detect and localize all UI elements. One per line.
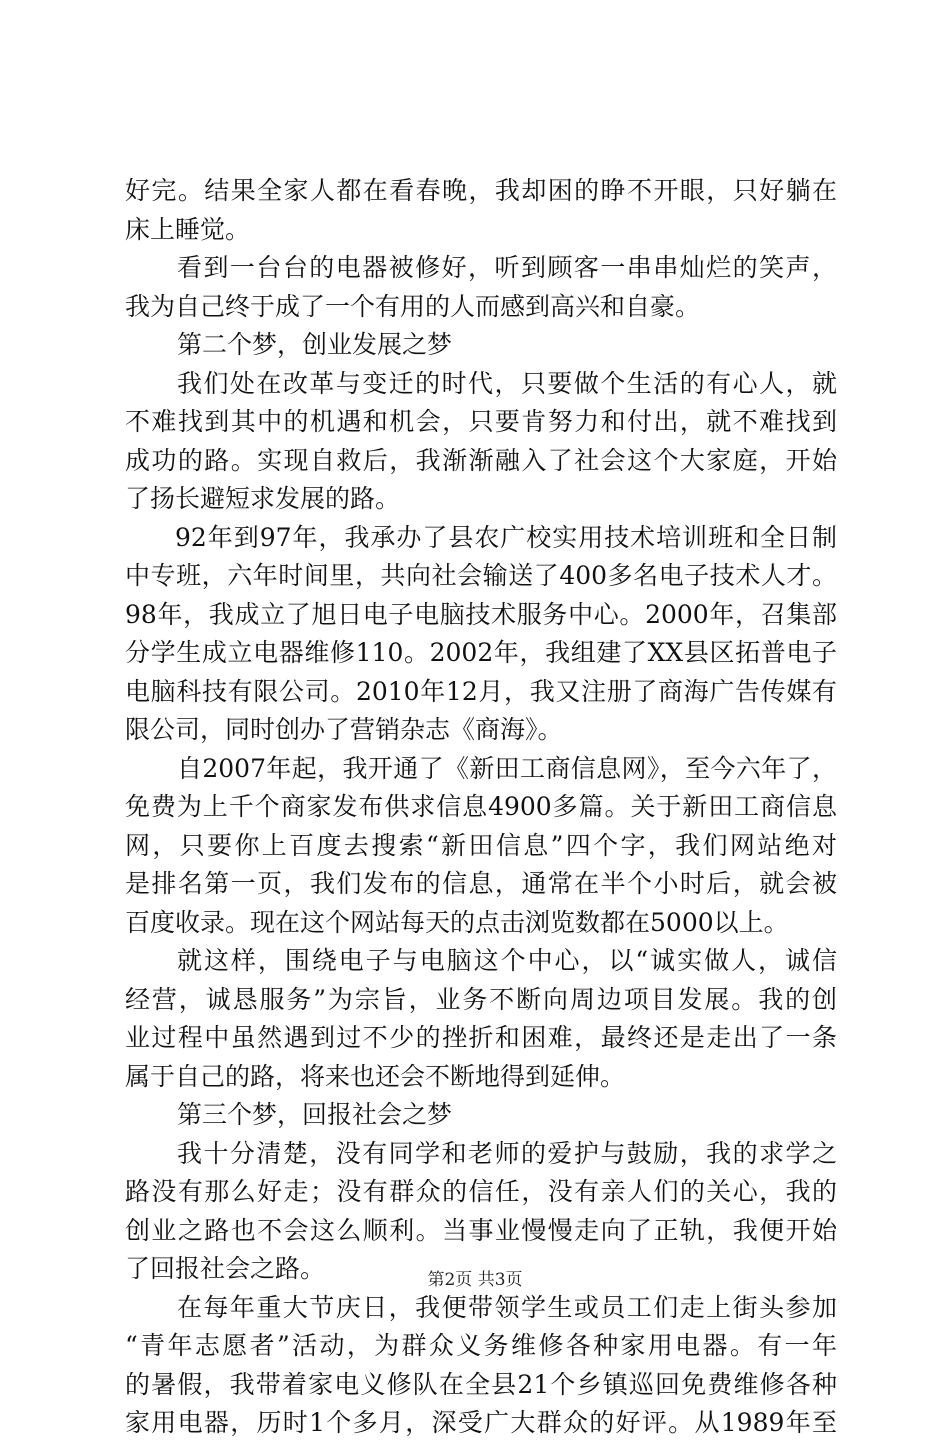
text-line: 我十分清楚，没有同学和老师的爱护与鼓励，我的求学之 bbox=[177, 1138, 837, 1168]
text-line: 经营，诚恳服务”为宗旨，业务不断向周边项目发展。我的创 bbox=[125, 984, 837, 1014]
text-line: 我们处在改革与变迁的时代，只要做个生活的有心人，就 bbox=[177, 368, 837, 398]
text-line: 属于自己的路，将来也还会不断地得到延伸。 bbox=[125, 1061, 626, 1091]
text-line: 床上睡觉。 bbox=[125, 214, 251, 244]
text-line: 的暑假，我带着家电义修队在全县21个乡镇巡回免费维修各种 bbox=[125, 1369, 837, 1399]
text-line: 限公司，同时创办了营销杂志《商海》。 bbox=[125, 715, 563, 744]
text-line: 在每年重大节庆日，我便带领学生或员工们走上街头参加 bbox=[177, 1292, 837, 1322]
text-line: 路没有那么好走；没有群众的信任，没有亲人们的关心，我的 bbox=[125, 1177, 837, 1206]
text-line: 好完。结果全家人都在看春晚，我却困的睁不开眼，只好躺在 bbox=[125, 176, 837, 205]
text-line: 百度收录。现在这个网站每天的点击浏览数都在5000以上。 bbox=[125, 907, 789, 937]
text-line: 创业之路也不会这么顺利。当事业慢慢走向了正轨，我便开始 bbox=[125, 1215, 837, 1245]
text-line: 成功的路。实现自救后，我渐渐融入了社会这个大家庭，开始 bbox=[125, 445, 837, 475]
text-line: 92年到97年，我承办了县农广校实用技术培训班和全日制 bbox=[175, 522, 837, 552]
text-line: 了扬长避短求发展的路。 bbox=[125, 484, 401, 513]
text-line: 就这样，围绕电子与电脑这个中心，以“诚实做人，诚信 bbox=[177, 946, 837, 975]
text-line: 我为自己终于成了一个有用的人而感到高兴和自豪。 bbox=[125, 291, 701, 321]
text-line: 不难找到其中的机遇和机会，只要肯努力和付出，就不难找到 bbox=[125, 407, 837, 436]
page-footer: 第2页 共3页 bbox=[427, 1270, 523, 1290]
text-line: 第三个梦，回报社会之梦 bbox=[177, 1100, 453, 1129]
text-line: 电脑科技有限公司。2010年12月，我又注册了商海广告传媒有 bbox=[125, 676, 837, 706]
text-line: 是排名第一页，我们发布的信息，通常在半个小时后，就会被 bbox=[125, 869, 837, 898]
text-line: 家用电器，历时1个多月，深受广大群众的好评。从1989年至 bbox=[125, 1408, 837, 1437]
text-line: 看到一台台的电器被修好，听到顾客一串串灿烂的笑声， bbox=[177, 253, 837, 282]
body-text bbox=[125, 172, 837, 1443]
text-line: “青年志愿者”活动，为群众义务维修各种家用电器。有一年 bbox=[125, 1331, 837, 1360]
text-line: 分学生成立电器维修110。2002年，我组建了XX县区拓普电子 bbox=[125, 638, 837, 667]
text-line: 了回报社会之路。 bbox=[125, 1254, 326, 1283]
text-line: 网，只要你上百度去搜索“新田信息”四个字，我们网站绝对 bbox=[125, 830, 837, 860]
text-line: 98年，我成立了旭日电子电脑技术服务中心。2000年，召集部 bbox=[125, 599, 837, 629]
text-line: 业过程中虽然遇到过不少的挫折和困难，最终还是走出了一条 bbox=[125, 1023, 837, 1052]
text-line: 第二个梦，创业发展之梦 bbox=[177, 330, 453, 359]
text-line: 中专班，六年时间里，共向社会输送了400多名电子技术人才。 bbox=[125, 561, 837, 590]
text-line: 自2007年起，我开通了《新田工商信息网》，至今六年了， bbox=[177, 753, 837, 783]
text-line: 免费为上千个商家发布供求信息4900多篇。关于新田工商信息 bbox=[125, 792, 837, 821]
